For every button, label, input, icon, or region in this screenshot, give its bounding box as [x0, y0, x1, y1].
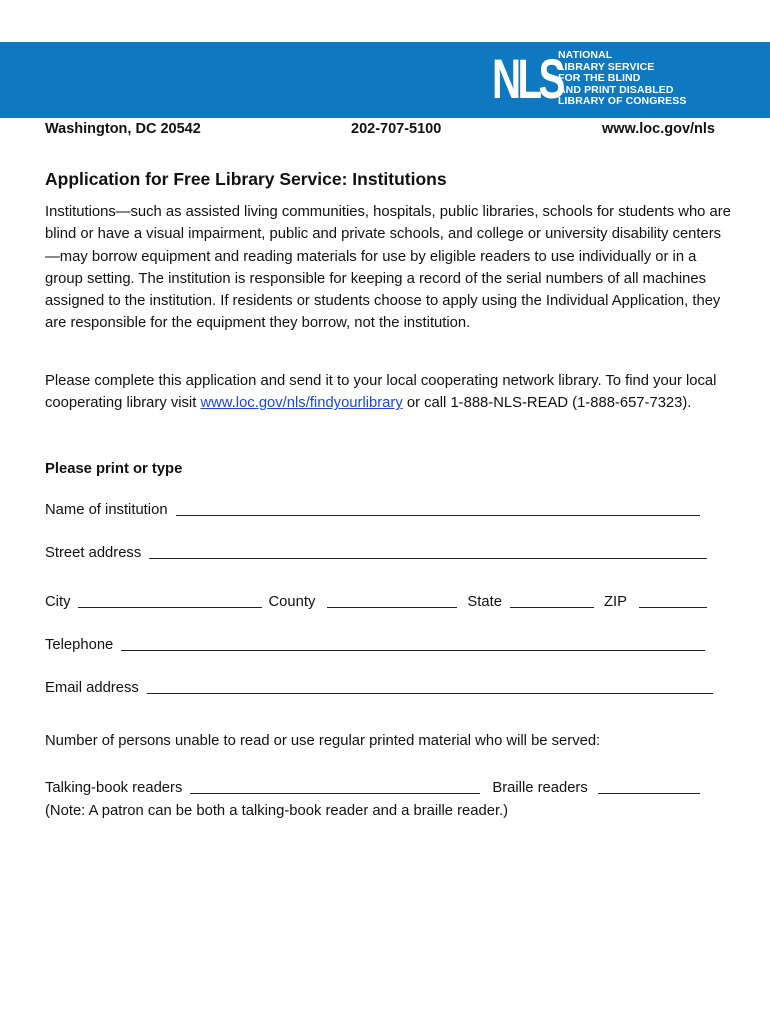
phone-number: 202-707-5100 [351, 121, 442, 137]
instructions-paragraph [45, 370, 735, 415]
email-field[interactable] [147, 679, 713, 694]
state-field[interactable] [510, 593, 594, 608]
logo-line: FOR THE BLIND [558, 72, 641, 85]
field-label: Name of institution [45, 502, 168, 518]
contact-row [45, 121, 715, 141]
logo-text [558, 50, 687, 108]
field-label: Braille readers [492, 780, 588, 796]
institution-name-row [45, 499, 706, 518]
instructions-text-end: or call 1-888-NLS-READ (1-888-657-7323). [402, 395, 692, 412]
logo-line: LIBRARY SERVICE [558, 60, 655, 73]
website: www.loc.gov/nls [601, 121, 715, 137]
logo-line: AND PRINT DISABLED [558, 83, 674, 96]
talking-book-readers-field[interactable] [190, 779, 480, 794]
street-row [45, 542, 713, 561]
field-label: City [45, 594, 71, 610]
logo-line: LIBRARY OF CONGRESS [558, 95, 687, 108]
email-row [45, 677, 719, 696]
intro-paragraph: Institutions—such as assisted living communities, hospitals, public libraries, schools for students who are blind or have a visual impairment, public and private schools, and college or university disability centers—may borrow equipment and reading materials for use by eligible readers to use individually or in a group setting. The institution is responsible for keeping a record of the serial numbers of all machines assigned to the institution. If residents or students choose to apply using the Individual Application, they are responsible for the equipment they borrow, not the institution. [45, 204, 731, 332]
institution-name-field[interactable] [176, 501, 700, 516]
page-title: Application for Free Library Service: Institutions [45, 169, 447, 189]
instructions-text: Please complete this application and send it to your local cooperating network library. To find your local cooperating library visit [45, 373, 717, 412]
field-label: Email address [45, 680, 139, 696]
telephone-row [45, 634, 711, 653]
field-label: State [467, 594, 502, 610]
street-address-field[interactable] [149, 544, 707, 559]
city-row [45, 591, 713, 610]
served-prompt: Number of persons unable to read or use regular printed material who will be served: [45, 733, 601, 749]
find-library-link[interactable]: www.loc.gov/nls/findyourlibrary [200, 395, 403, 412]
county-field[interactable] [327, 593, 457, 608]
braille-readers-field[interactable] [598, 779, 700, 794]
field-label: Street address [45, 545, 142, 561]
nls-logo [492, 48, 687, 110]
logo-line: NATIONAL [558, 49, 613, 62]
field-label: County [268, 594, 316, 610]
zip-field[interactable] [639, 593, 707, 608]
print-instruction: Please print or type [45, 461, 183, 477]
field-label: ZIP [603, 594, 627, 610]
city-field[interactable] [78, 593, 262, 608]
logo-mark: NLS [492, 47, 562, 110]
readers-row [45, 777, 706, 796]
telephone-field[interactable] [121, 636, 705, 651]
note-text: (Note: A patron can be both a talking-book reader and a braille reader.) [45, 803, 509, 819]
address: Washington, DC 20542 [45, 121, 201, 137]
field-label: Telephone [45, 637, 114, 653]
field-label: Talking-book readers [45, 780, 183, 796]
